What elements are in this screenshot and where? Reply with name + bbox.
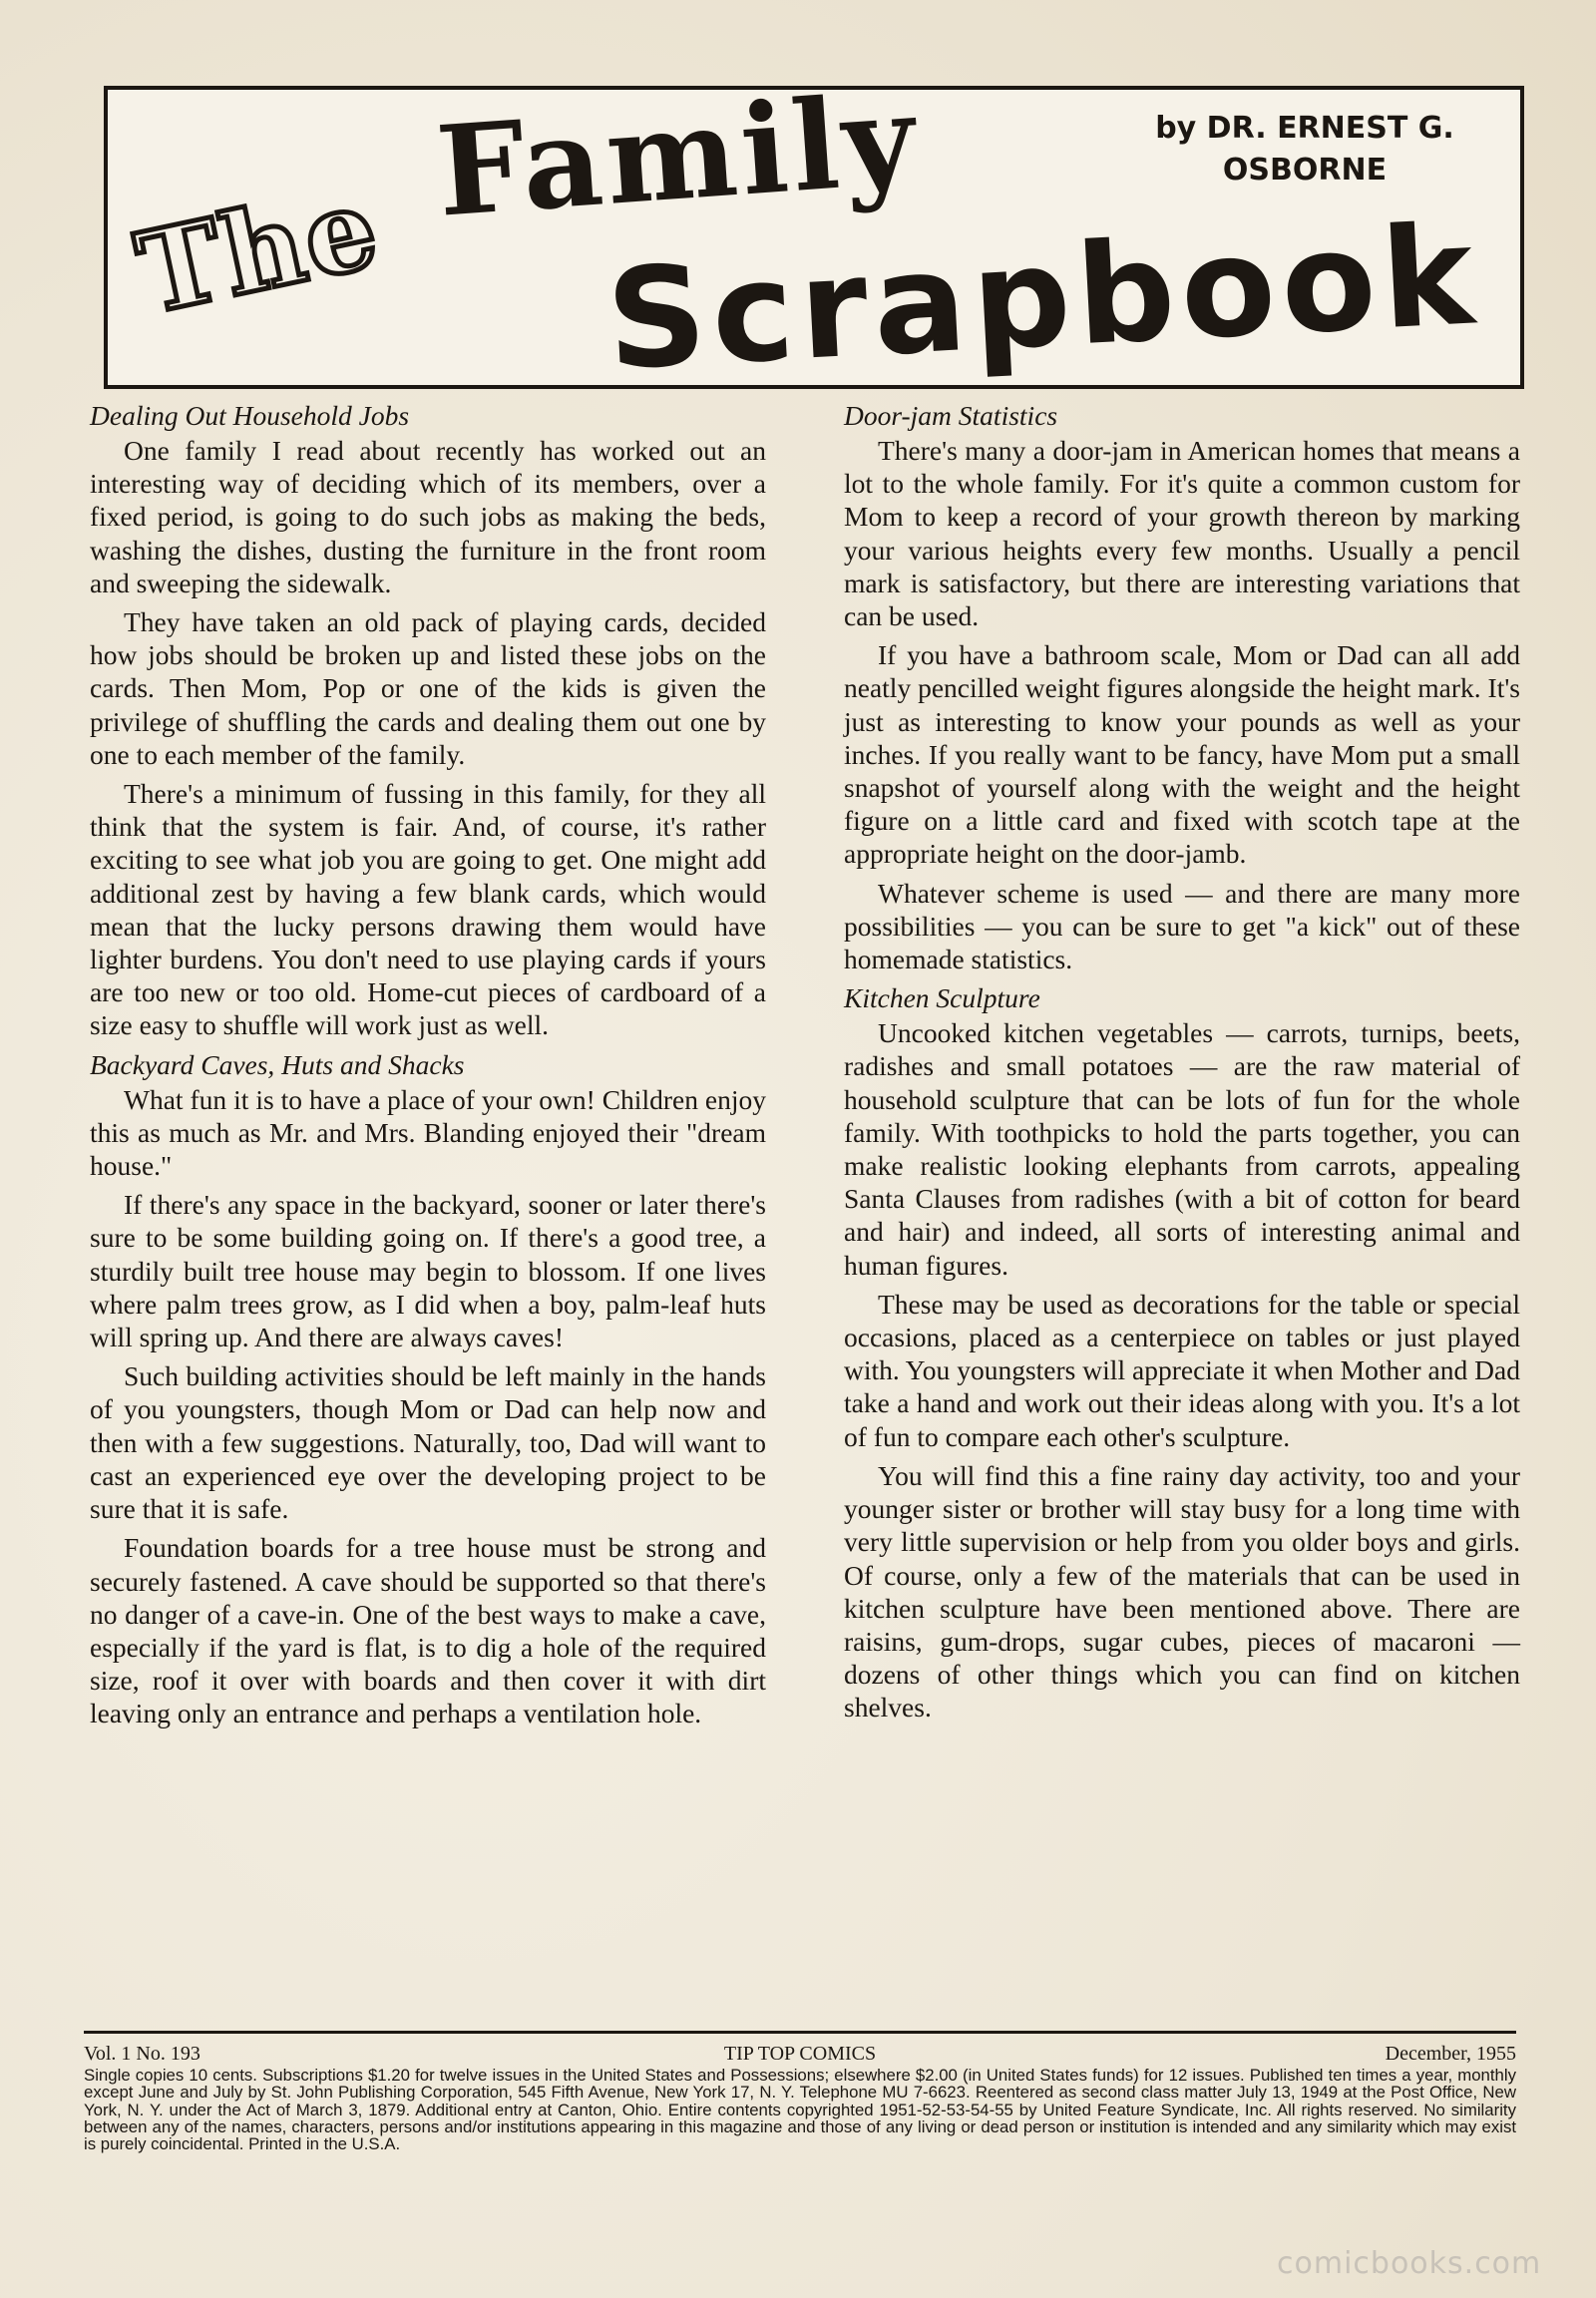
footer-divider (84, 2031, 1516, 2034)
publication-notice: Single copies 10 cents. Subscriptions $1.20 for twelve issues in the United States and Possessions; elsewhere $2.00 (in United States funds) for 12 issues. Published ten times a year, monthly except June and July by St. John Publishing Corporation, 545 Fifth Avenue, New York 17, N. Y. Telephone MU 7-6623. Reentered as second class matter July 13, 1949 at the Post Office, New York, N. Y. under the Act of March 3, 1879. Additional entry at Canton, Ohio. Entire contents copyrighted 1951-52-53-54-55 by United Feature Syndicate, Inc. All rights reserved. No similarity between any of the names, characters, persons and/or institutions appearing in this magazine and those of any living or dead person or institution is intended and any similarity which may exist is purely coincidental. Printed in the U.S.A. (84, 2066, 1516, 2154)
footer-header (84, 2041, 1516, 2067)
paragraph: There's many a door-jam in American homes that means a lot to the whole family. For it's quite a common custom for Mom to keep a record of your growth thereon by marking your various heights every few months. Usually a pencil mark is satisfactory, but there are interesting variations that can be used. (844, 435, 1520, 632)
paragraph: Such building activities should be left mainly in the hands of you youngsters, though Mom or Dad can help now and then with a few suggestions. Naturally, too, Dad will want to cast an experienced eye over the developing project to be sure that it is safe. (90, 1360, 766, 1525)
title-word-family: Family (432, 67, 924, 245)
paragraph: These may be used as decorations for the table or special occasions, placed as a centerpiece on tables or just played with. You youngsters will appreciate it when Mother and Dad take a hand and work out their ideas along with you. It's a lot of fun to compare each other's sculpture. (844, 1288, 1520, 1452)
author-byline (1105, 108, 1504, 192)
paragraph: What fun it is to have a place of your own! Children enjoy this as much as Mr. and Mrs. Blanding enjoyed their "dream house." (90, 1083, 766, 1182)
right-column (844, 399, 1520, 1730)
watermark: comicbooks.com (1277, 2246, 1542, 2281)
paragraph: You will find this a fine rainy day activity, too and your younger sister or brother will stay busy for a long time with very little supervision or help from you older boys and girls. Of course, only a few of the materials that can be used in kitchen sculpture have been mentioned above. There are raisins, gum-drops, sugar cubes, pieces of macaroni — dozens of other things which you can find on kitchen shelves. (844, 1459, 1520, 1724)
paragraph: There's a minimum of fussing in this family, for they all think that the system is fair. And, of course, it's rather exciting to see what job you are going to get. One might add additional zest by having a few blank cards, which would mean that the lucky persons drawing them would have lighter burdens. You don't need to use playing cards if yours are too new or too old. Home-cut pieces of cardboard of a size easy to shuffle will work just as well. (90, 778, 766, 1041)
paragraph: They have taken an old pack of playing cards, decided how jobs should be broken up and listed these jobs on the cards. Then Mom, Pop or one of the kids is given the privilege of shuffling the cards and dealing them out one by one to each member of the family. (90, 606, 766, 770)
byline-line-2: OSBORNE (1222, 153, 1388, 188)
title-word-the: The (127, 162, 391, 340)
issue-date: December, 1955 (1385, 2043, 1516, 2065)
paragraph: If you have a bathroom scale, Mom or Dad can all add neatly pencilled weight figures alongside the height mark. It's just as interesting to know your pounds as well as your inches. If you really want to be fancy, have Mom put a small snapshot of yourself along with the weight and the height figure on a little card and fixed with scotch tape at the appropriate height on the door-jamb. (844, 639, 1520, 870)
section-heading-backyard-caves: Backyard Caves, Huts and Shacks (90, 1048, 465, 1080)
section-heading-kitchen-sculpture: Kitchen Sculpture (844, 982, 1040, 1014)
paragraph: If there's any space in the backyard, sooner or later there's sure to be some building going on. If there's a good tree, a sturdily built tree house may begin to blossom. If one lives where palm trees grow, as I did when a boy, palm-leaf huts will spring up. And there are always caves! (90, 1189, 766, 1353)
volume-number: Vol. 1 No. 193 (84, 2043, 200, 2065)
paragraph: Foundation boards for a tree house must be strong and securely fastened. A cave should be supported so that there's no danger of a cave-in. One of the best ways to make a cave, especially if the yard is flat, is to dig a hole of the required size, roof it over with boards and then cover it with dirt leaving only an entrance and perhaps a ventilation hole. (90, 1532, 766, 1729)
left-column (90, 399, 766, 1736)
paragraph: One family I read about recently has worked out an interesting way of deciding which of its members, over a fixed period, is going to do such jobs as making the beds, washing the dishes, dusting the furniture in the front room and sweeping the sidewalk. (90, 435, 766, 598)
magazine-name: TIP TOP COMICS (723, 2043, 877, 2065)
section-heading-household-jobs: Dealing Out Household Jobs (90, 400, 410, 431)
title-word-scrapbook: Scrapbook (602, 194, 1483, 401)
section-heading-door-jam: Door-jam Statistics (844, 400, 1058, 431)
paragraph: Uncooked kitchen vegetables — carrots, turnips, beets, radishes and small potatoes — are the raw material of household sculpture that can be lots of fun for the whole family. With toothpicks to hold the parts together, you can make realistic looking elephants from carrots, appealing Santa Clauses from radishes (with a bit of cotton for beard and hair) and indeed, all sorts of interesting animal and human figures. (844, 1017, 1520, 1281)
paragraph: Whatever scheme is used — and there are many more possibilities — you can be sure to get "a kick" out of these homemade statistics. (844, 877, 1520, 975)
title-banner (104, 67, 1524, 401)
byline-line-1: by DR. ERNEST G. (1155, 111, 1454, 146)
